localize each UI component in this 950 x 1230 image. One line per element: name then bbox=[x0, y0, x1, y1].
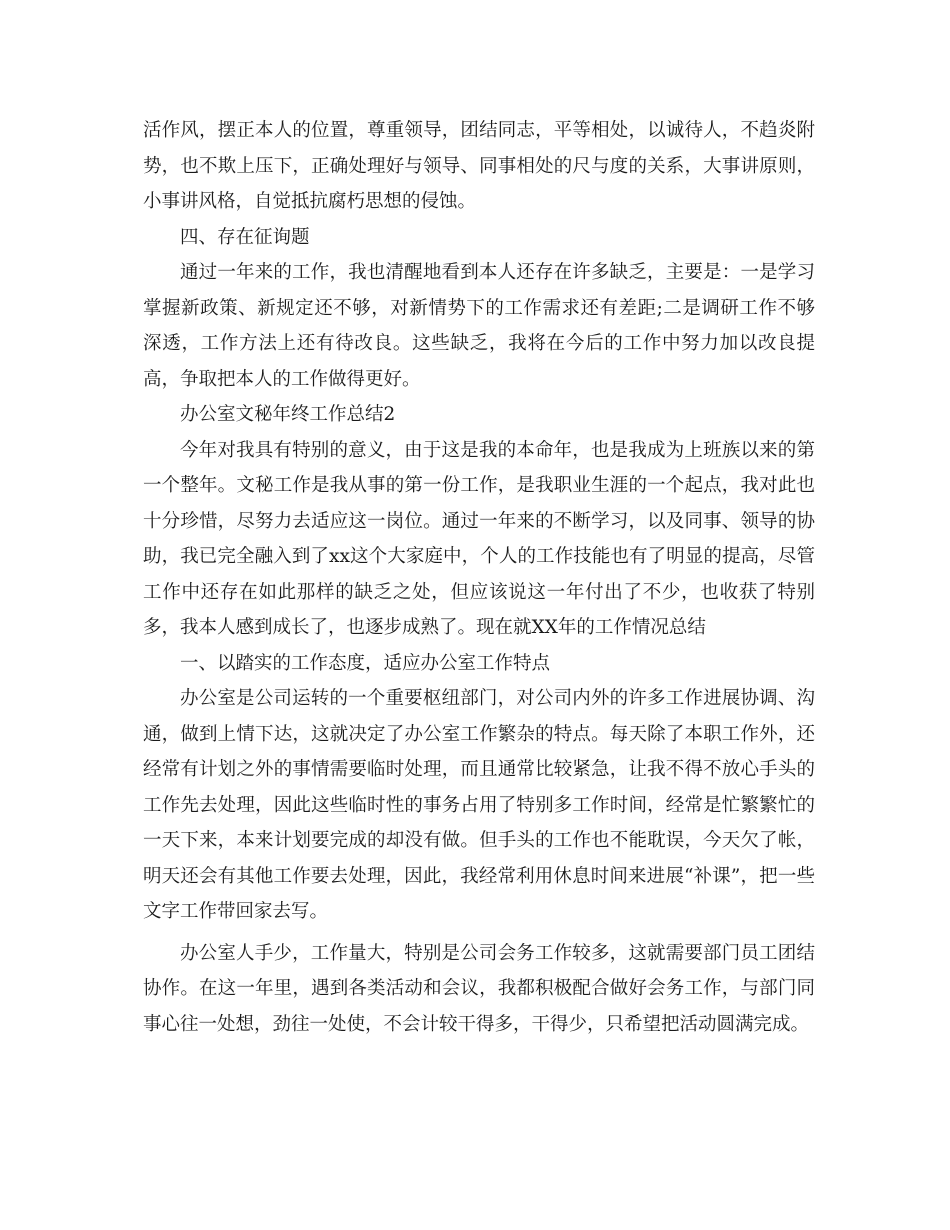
paragraph-shortcomings: 通过一年来的工作，我也清醒地看到本人还存在许多缺乏，主要是：一是学习掌握新政策、新规定还不够，对新情势下的工作需求还有差距;二是调研工作不够深透，工作方法上还有待改良。这些缺乏，我将在今后的工作中努力加以改良提高，争取把本人的工作做得更好。 bbox=[143, 262, 815, 390]
section-heading-problems: 四、存在征询题 bbox=[180, 226, 310, 248]
paragraph-teamwork: 办公室人手少，工作量大，特别是公司会务工作较多，这就需要部门员工团结协作。在这一年里，遇到各类活动和会议，我都积极配合做好会务工作，与部门同事心往一处想，劲往一处使，不会计较干得多，干得少，只希望把活动圆满完成。 bbox=[143, 942, 815, 1035]
paragraph-work-style: 活作风，摆正本人的位置，尊重领导，团结同志，平等相处，以诚待人，不趋炎附势，也不欺上压下，正确处理好与领导、同事相处的尺与度的关系，大事讲原则，小事讲风格，自觉抵抗腐朽思想的侵蚀。 bbox=[143, 120, 815, 212]
paragraph-intro-year: 今年对我具有特别的意义，由于这是我的本命年，也是我成为上班族以来的第一个整年。文秘工作是我从事的第一份工作，是我职业生涯的一个起点，我对此也十分珍惜，尽努力去适应这一岗位。通过一年来的不断学习，以及同事、领导的协助，我已完全融入到了xx这个大家庭中，个人的工作技能也有了明显的提高，尽管工作中还存在如此那样的缺乏之处，但应该说这一年付出了不少，也收获了特别多，我本人感到成长了，也逐步成熟了。现在就XX年的工作情况总结 bbox=[143, 439, 815, 638]
document-body bbox=[143, 113, 815, 1042]
section-heading-work-attitude: 一、以踏实的工作态度，适应办公室工作特点 bbox=[180, 652, 551, 674]
paragraph-office-role: 办公室是公司运转的一个重要枢纽部门，对公司内外的许多工作进展协调、沟通，做到上情下达，这就决定了办公室工作繁杂的特点。每天除了本职工作外，还经常有计划之外的事情需要临时处理，而且通常比较紧急，让我不得不放心手头的工作先去处理，因此这些临时性的事务占用了特别多工作时间，经常是忙繁繁忙的一天下来，本来计划要完成的却没有做。但手头的工作也不能耽误，今天欠了帐，明天还会有其他工作要去处理，因此，我经常利用休息时间来进展“补课”，把一些文字工作带回家去写。 bbox=[143, 688, 815, 922]
document-title-summary-2: 办公室文秘年终工作总结2 bbox=[180, 404, 396, 425]
